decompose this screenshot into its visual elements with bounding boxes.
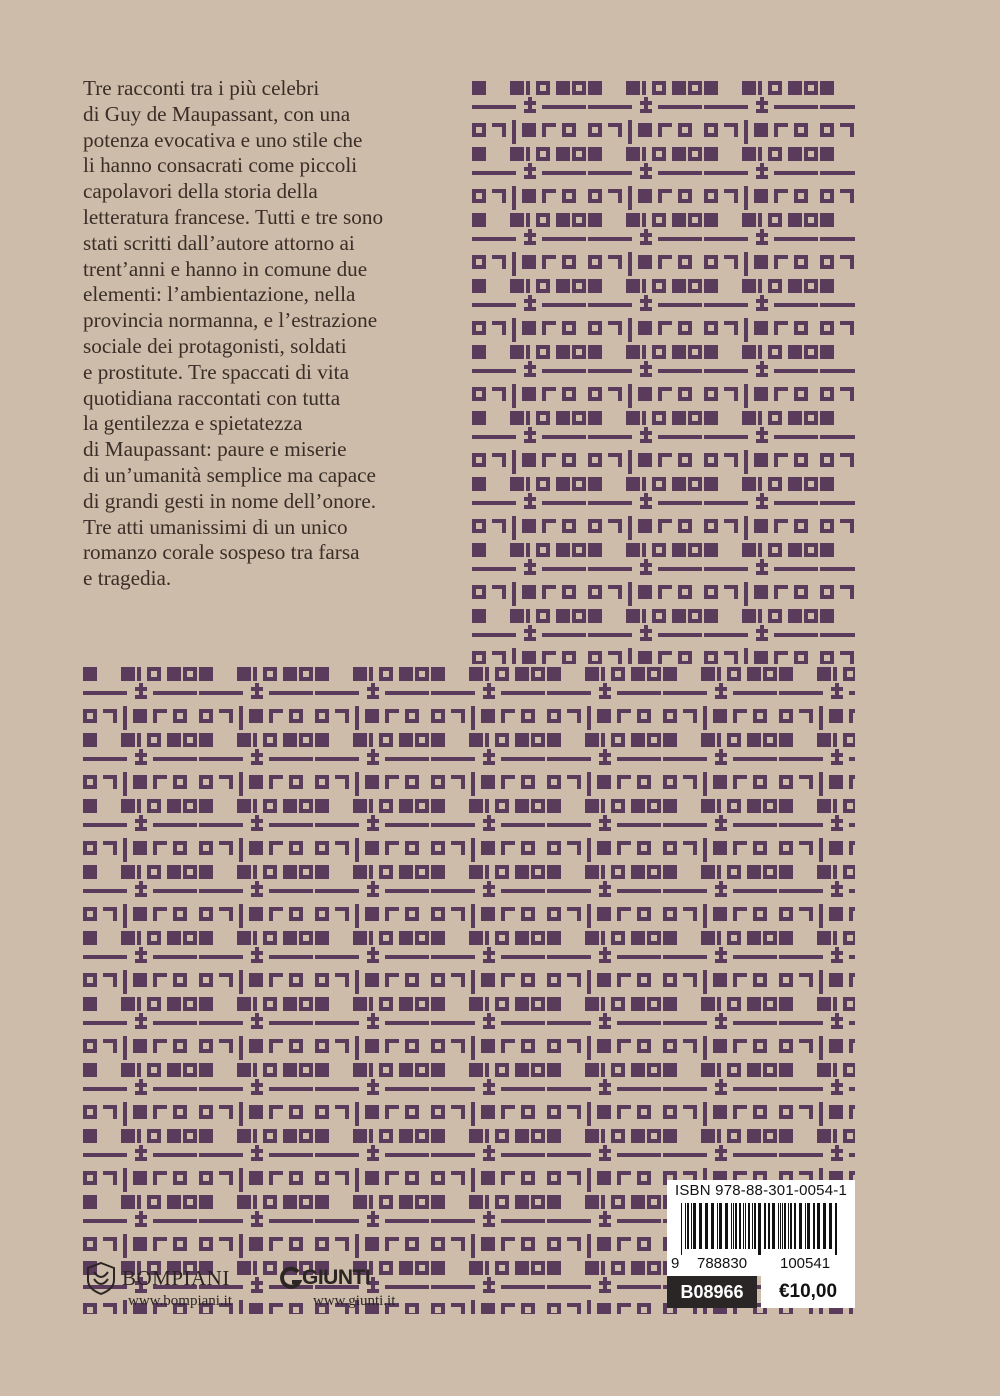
barcode-bar xyxy=(739,1203,741,1249)
barcode-bar xyxy=(691,1203,692,1249)
barcode-bar xyxy=(758,1203,761,1255)
barcode-icon xyxy=(681,1203,841,1255)
ean-left-digits: 788830 xyxy=(697,1255,748,1272)
blurb-line: sociale dei protagonisti, soldati xyxy=(83,333,347,358)
barcode-panel xyxy=(667,1180,855,1276)
giunti-url[interactable]: www.giunti.it xyxy=(313,1293,396,1309)
blurb-line: di Maupassant: paure e miserie xyxy=(83,437,347,462)
barcode-bar xyxy=(725,1203,728,1249)
barcode-bar xyxy=(754,1203,756,1249)
blurb-line: letteratura francese. Tutti e tre sono xyxy=(83,204,384,229)
barcode-bar xyxy=(735,1203,737,1249)
barcode-bar xyxy=(823,1203,826,1249)
blurb-line: la gentilezza e spietatezza xyxy=(83,411,303,436)
price-label: €10,00 xyxy=(761,1276,855,1308)
barcode-bar xyxy=(778,1203,779,1249)
blurb-line: quotidiana raccontati con tutta xyxy=(83,385,341,410)
barcode-bar xyxy=(768,1203,770,1249)
ean-right-digits: 100541 xyxy=(780,1255,831,1272)
blurb-line: capolavori della storia della xyxy=(83,179,318,204)
barcode-bar xyxy=(772,1203,775,1249)
barcode-bar xyxy=(699,1203,702,1249)
barcode-bar xyxy=(733,1203,734,1249)
barcode-bar xyxy=(717,1203,718,1249)
bompiani-name: BOMPIANI xyxy=(122,1266,230,1290)
blurb-line: di grandi gesti in nome dell’onore. xyxy=(83,488,377,513)
barcode-bar xyxy=(693,1203,696,1249)
product-code: B08966 xyxy=(667,1276,757,1308)
blurb-line: provincia normanna, e l’estrazione xyxy=(83,308,378,333)
blurb-line: e tragedia. xyxy=(83,566,172,591)
barcode-bar xyxy=(711,1203,714,1249)
barcode-bar xyxy=(805,1203,806,1249)
blurb-line: Tre racconti tra i più celebri xyxy=(83,76,320,100)
barcode-bar xyxy=(719,1203,722,1249)
blurb-line: elementi: l’ambientazione, nella xyxy=(83,282,356,307)
barcode-bar xyxy=(681,1203,682,1255)
bompiani-crest-icon xyxy=(83,1260,119,1296)
barcode-bar xyxy=(817,1203,820,1249)
barcode-bar xyxy=(745,1203,746,1249)
barcode-bar xyxy=(784,1203,786,1249)
barcode-bar xyxy=(807,1203,810,1249)
barcode-bar xyxy=(790,1203,792,1249)
blurb-text xyxy=(83,76,453,592)
barcode-bar xyxy=(705,1203,708,1249)
barcode-bar xyxy=(835,1203,837,1255)
blurb-line: li hanno consacrati come piccoli xyxy=(83,153,358,178)
blurb-line: potenza evocativa e uno stile che xyxy=(83,127,363,152)
giunti-g-icon xyxy=(280,1266,302,1290)
barcode-bar xyxy=(731,1203,732,1249)
decorative-pattern-upper xyxy=(472,78,855,668)
ean-first-digit: 9 xyxy=(671,1255,680,1272)
barcode-bar xyxy=(788,1203,789,1249)
barcode-bar xyxy=(799,1203,802,1249)
blurb-line: trent’anni e hanno in comune due xyxy=(83,256,368,281)
blurb-line: romanzo corale sospeso tra farsa xyxy=(83,540,360,565)
barcode-bar xyxy=(829,1203,832,1249)
barcode-bar xyxy=(743,1203,744,1249)
barcode-bar xyxy=(687,1203,689,1249)
blurb-line: di un’umanità semplice ma capace xyxy=(83,462,376,487)
blurb-line: Tre atti umanissimi di un unico xyxy=(83,514,348,539)
bompiani-url[interactable]: www.bompiani.it xyxy=(128,1293,233,1309)
blurb-line: stati scritti dall’autore attorno ai xyxy=(83,230,355,255)
barcode-bar xyxy=(748,1203,750,1249)
blurb-line: e prostitute. Tre spaccati di vita xyxy=(83,359,349,384)
barcode-bar xyxy=(794,1203,796,1249)
giunti-name: GIUNTI xyxy=(302,1266,371,1289)
barcode-bar xyxy=(764,1203,766,1249)
barcode-bar xyxy=(752,1203,753,1249)
barcode-bar xyxy=(782,1203,783,1249)
blurb-line: di Guy de Maupassant, con una xyxy=(83,101,351,126)
isbn-label: ISBN 978-88-301-0054-1 xyxy=(674,1182,847,1199)
barcode-bar xyxy=(780,1203,781,1249)
barcode-bar xyxy=(813,1203,815,1249)
barcode-bar xyxy=(685,1203,686,1249)
